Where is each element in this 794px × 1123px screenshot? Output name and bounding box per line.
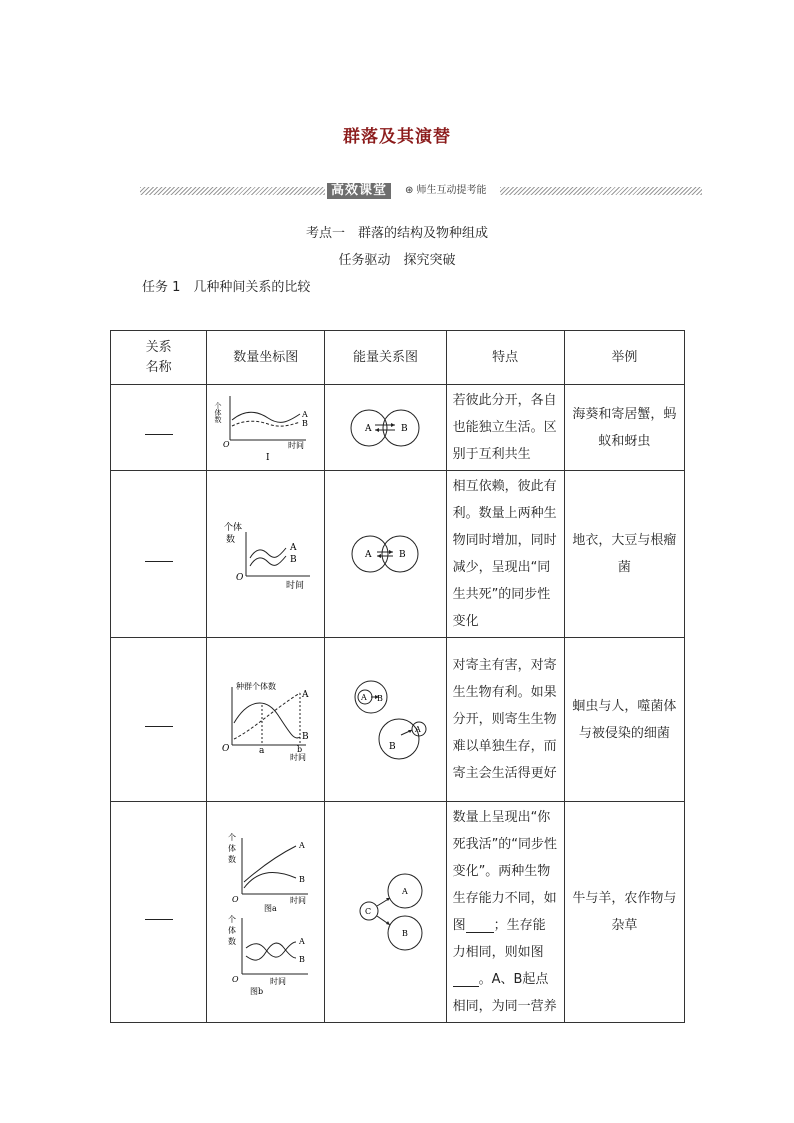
series-a-label: A xyxy=(298,841,305,850)
graph-b-y-label-line2: 体 xyxy=(227,926,236,935)
series-b-label: B xyxy=(301,731,309,742)
graph-cell xyxy=(207,471,325,638)
feature-cell: 对寄主有害，对寄生生物有利。如果分开，则寄生生物难以单独生存，而寄主会生活得更好 xyxy=(446,638,564,802)
example-cell: 海葵和寄居蟹，蚂蚁和蚜虫 xyxy=(564,385,684,471)
banner-hatch-right xyxy=(500,187,702,195)
competition-energy-diagram xyxy=(335,867,435,957)
series-b-label: B xyxy=(301,418,308,428)
graph-x-label: 时间 xyxy=(289,752,306,762)
table-row xyxy=(111,638,685,802)
task-title: 任务 1 几种种间关系的比较 xyxy=(142,280,311,295)
answer-blank[interactable] xyxy=(145,547,173,562)
example-cell: 地衣，大豆与根瘤菌 xyxy=(564,471,684,638)
example-cell: 蛔虫与人，噬菌体与被侵染的细菌 xyxy=(564,638,684,802)
graph-cell xyxy=(207,802,325,1023)
banner-tag: 高效课堂 xyxy=(327,183,391,199)
section-banner xyxy=(140,183,702,199)
circle-b-label: B xyxy=(401,423,409,434)
graph-y-label-line1: 个体 xyxy=(223,523,242,533)
graph-cell xyxy=(207,638,325,802)
page-title: 群落及其演替 xyxy=(343,127,451,147)
table-row xyxy=(111,385,685,471)
graph-a-x-label: 时间 xyxy=(289,896,306,905)
answer-blank[interactable] xyxy=(453,972,479,987)
graph-x-label: 时间 xyxy=(287,440,304,450)
tick-b-label: b xyxy=(296,744,302,754)
tick-a-label: a xyxy=(258,745,265,756)
origin-label: O xyxy=(222,439,230,449)
feature-cell: 若彼此分开，各自也能独立生活。区别于互利共生 xyxy=(446,385,564,471)
circle-b-label: B xyxy=(399,550,407,560)
answer-blank[interactable] xyxy=(145,420,173,435)
circle-c-label: C xyxy=(365,907,372,916)
series-b-label: B xyxy=(289,555,297,565)
circle-b1-label: B xyxy=(377,693,384,703)
feature-cell: 相互依赖，彼此有利。数量上两种生物同时增加，同时减少，呈现出“同生共死”的同步性变化 xyxy=(446,471,564,638)
graph-cell xyxy=(207,385,325,471)
name-blank-cell xyxy=(111,638,207,802)
graph-a-y-label-line3: 数 xyxy=(227,855,236,864)
circle-a-label: A xyxy=(365,550,372,560)
graph-b-y-label-line1: 个 xyxy=(227,915,236,924)
section-subheading: 任务驱动 探究突破 xyxy=(338,253,456,268)
mutualism-graph xyxy=(216,518,316,590)
energy-cell xyxy=(325,385,446,471)
origin-label: O xyxy=(235,573,244,583)
competition-graph-a xyxy=(216,828,316,912)
competition-graph-b xyxy=(216,912,316,996)
circle-b2-label: B xyxy=(389,741,397,752)
answer-blank[interactable] xyxy=(145,712,173,727)
answer-blank[interactable] xyxy=(145,905,173,920)
graph-a-caption: 图a xyxy=(263,904,277,913)
circle-a2-label: A xyxy=(415,724,422,734)
header-feature: 特点 xyxy=(446,331,564,385)
energy-cell xyxy=(325,638,446,802)
series-a-label: A xyxy=(301,689,309,700)
mutualism-energy-diagram xyxy=(335,529,435,579)
graph-b-y-label-line3: 数 xyxy=(227,937,236,946)
energy-cell xyxy=(325,471,446,638)
series-b-label: B xyxy=(298,955,305,964)
circle-a-label: A xyxy=(402,887,409,896)
graph-b-caption: 图b xyxy=(249,987,263,996)
name-blank-cell xyxy=(111,471,207,638)
series-a-label: A xyxy=(301,409,308,419)
circle-b-label: B xyxy=(402,929,409,938)
graph-a-y-label-line1: 个 xyxy=(227,833,236,842)
series-b-label: B xyxy=(298,875,305,884)
header-energy: 能量关系图 xyxy=(325,331,446,385)
banner-hatch-left xyxy=(140,187,325,195)
circle-a1-label: A xyxy=(361,692,368,702)
origin-label: O xyxy=(231,975,239,984)
header-graph: 数量坐标图 xyxy=(207,331,325,385)
series-a-label: A xyxy=(289,543,297,553)
commensalism-graph xyxy=(213,392,316,464)
origin-label: O xyxy=(221,743,230,754)
graph-y-label: 个体数 xyxy=(213,401,222,423)
section-heading: 考点一 群落的结构及物种组成 xyxy=(305,226,488,241)
answer-blank[interactable] xyxy=(466,918,494,933)
table-row xyxy=(111,802,685,1023)
origin-label: O xyxy=(231,895,239,904)
graph-caption: I xyxy=(265,452,270,463)
banner-subtitle: ⊛ 师生互动提考能 xyxy=(400,183,492,199)
table-row xyxy=(111,471,685,638)
circle-a-label: A xyxy=(365,423,372,434)
parasitism-graph xyxy=(214,679,318,761)
series-a-label: A xyxy=(298,937,305,946)
feature-text-part1: 数量上呈现出“你死我活”的“同步性变化”。两种生物生存能力不同，如图 xyxy=(452,810,558,933)
graph-a-y-label-line2: 体 xyxy=(227,844,236,853)
name-blank-cell xyxy=(111,385,207,471)
header-name-line2: 名称 xyxy=(145,359,172,375)
example-cell: 牛与羊，农作物与杂草 xyxy=(564,802,684,1023)
header-example: 举例 xyxy=(564,331,684,385)
header-name-line1: 关系 xyxy=(145,339,172,355)
graph-y-label-line2: 数 xyxy=(225,535,235,545)
graph-b-x-label: 时间 xyxy=(269,977,286,986)
header-name xyxy=(111,331,207,385)
parasitism-energy-diagram xyxy=(335,675,435,765)
graph-y-label: 种群个体数 xyxy=(235,681,276,691)
commensalism-energy-diagram xyxy=(335,403,435,453)
name-blank-cell xyxy=(111,802,207,1023)
feature-cell xyxy=(446,802,564,1023)
feature-text-part3: 。A、B起点相同，为同一营养 xyxy=(452,972,557,1014)
feature-text-part2: ；生存能力相同，则如图 xyxy=(452,918,546,960)
graph-x-label: 时间 xyxy=(285,581,304,591)
relationship-table xyxy=(110,330,685,1023)
energy-cell xyxy=(325,802,446,1023)
table-header-row xyxy=(111,331,685,385)
